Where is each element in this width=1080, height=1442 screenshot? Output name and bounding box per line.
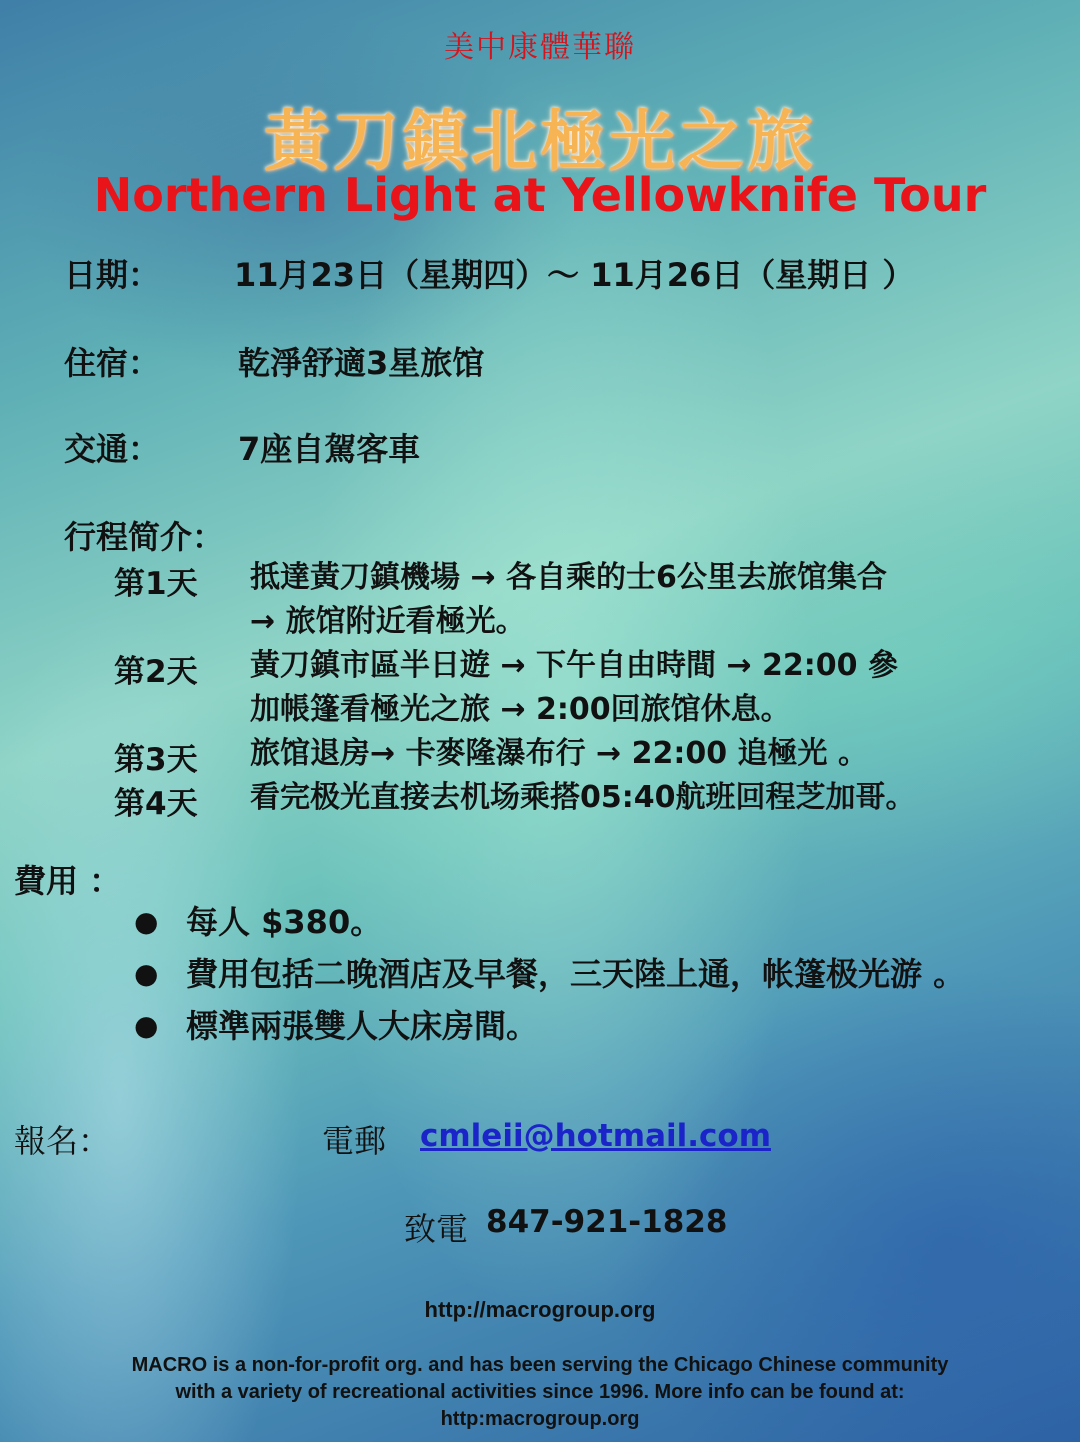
itinerary-label: 行程简介：: [64, 518, 225, 556]
itinerary-day-2-line2: 加帳篷看極光之旅 → 2:00回旅馆休息。: [250, 692, 791, 727]
organization-name: 美中康體華聯: [444, 30, 636, 65]
phone-number: 847-921-1828: [486, 1204, 728, 1240]
title-chinese: 黃刀鎮北極光之旅: [264, 103, 816, 180]
footer-line-3: http:macrogroup.org: [440, 1408, 640, 1430]
register-label: 報名：: [14, 1122, 111, 1160]
bullet-icon: ●: [134, 1009, 159, 1042]
bullet-icon: ●: [134, 957, 159, 990]
itinerary-day-1-line2: → 旅馆附近看極光。: [250, 604, 526, 639]
email-link[interactable]: cmleii@hotmail.com: [420, 1118, 771, 1154]
itinerary-day-3: 第3天: [114, 742, 198, 778]
phone-label: 致電: [404, 1210, 469, 1248]
itinerary-day-2-line1: 黃刀鎮市區半日遊 → 下午自由時間 → 22:00 參: [250, 648, 898, 683]
itinerary-day-1: 第1天: [114, 566, 198, 602]
email-label: 電郵: [322, 1122, 387, 1160]
lodging-label: 住宿：: [64, 344, 161, 382]
itinerary-day-1-line1: 抵達黃刀鎮機場 → 各自乘的士6公里去旅馆集合: [250, 560, 887, 595]
date-label: 日期：: [64, 256, 161, 294]
fee-item: ● 費用包括二晚酒店及早餐，三天陸上通，帐篷极光游 。: [186, 948, 1066, 1000]
itinerary-day-4-line1: 看完极光直接去机场乘搭05:40航班回程芝加哥。: [250, 780, 916, 815]
fees-list: [134, 896, 1066, 1052]
lodging-value: 乾淨舒適3星旅馆: [238, 344, 485, 382]
itinerary-day-2: 第2天: [114, 654, 198, 690]
title-english: Northern Light at Yellowknife Tour: [93, 168, 987, 222]
footer-line-1: MACRO is a non-for-profit org. and has been serving the Chicago Chinese community: [131, 1354, 949, 1376]
itinerary-day-4-text: [250, 776, 1060, 820]
date-value: 11月23日（星期四）～ 11月26日（星期日 ）: [234, 256, 915, 294]
transport-label: 交通：: [64, 430, 161, 468]
fee-item: ● 每人 $380。: [186, 896, 1066, 948]
itinerary-day-1-text: [250, 556, 1050, 644]
bullet-icon: ●: [134, 905, 159, 938]
itinerary-day-4: 第4天: [114, 786, 198, 822]
itinerary-day-2-text: [250, 644, 1050, 732]
footer-line-2: with a variety of recreational activities since 1996. More info can be found at:: [175, 1381, 905, 1403]
itinerary-day-3-text: [250, 732, 1050, 776]
itinerary-day-3-line1: 旅馆退房→ 卡麥隆瀑布行 → 22:00 追極光 。: [250, 736, 868, 771]
fee-item: ● 標準兩張雙人大床房間。: [186, 1000, 1066, 1052]
website-link[interactable]: http://macrogroup.org: [424, 1297, 656, 1322]
fees-label: 費用 ：: [14, 862, 122, 900]
footer-description: [60, 1352, 1020, 1433]
transport-value: 7座自駕客車: [238, 430, 421, 468]
